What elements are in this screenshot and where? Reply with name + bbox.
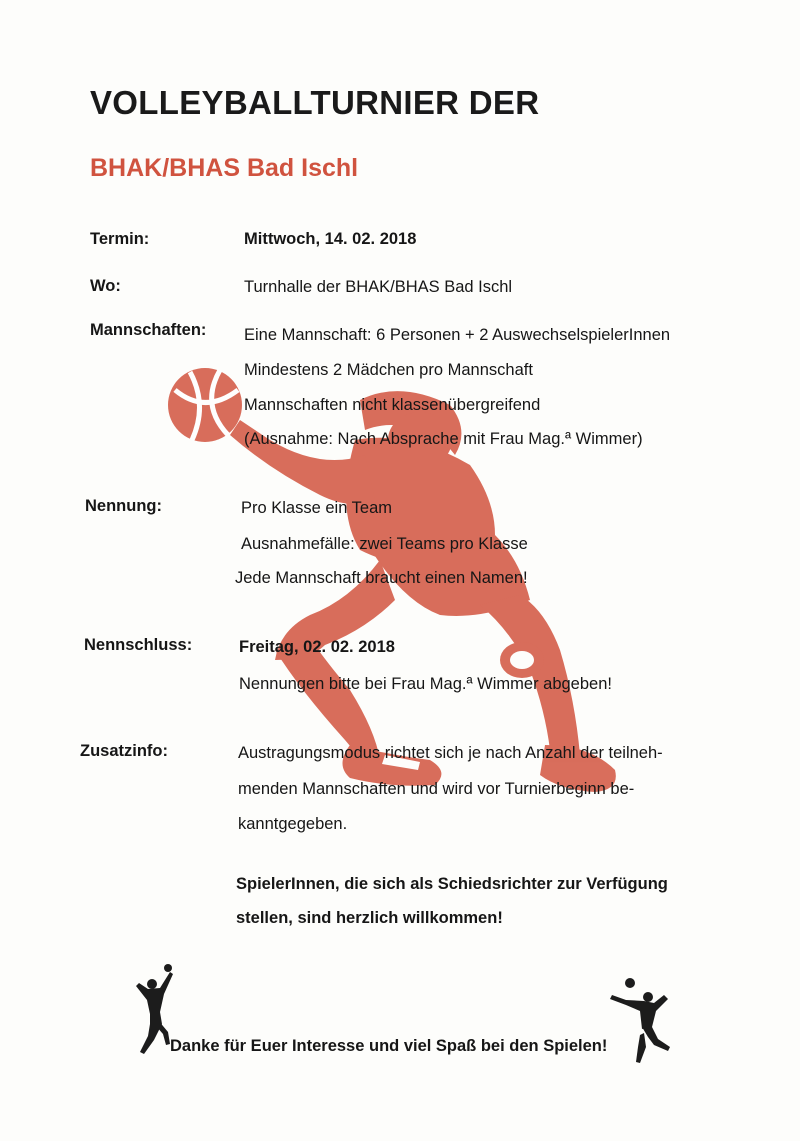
footer-thanks: Danke für Euer Interesse und viel Spaß bei den Spielen!: [170, 1037, 608, 1055]
zusatzinfo-line-1: Austragungsmodus richtet sich je nach Anzahl der teilneh-: [238, 744, 663, 762]
volleyball-spiker-silhouette-icon: [608, 975, 678, 1070]
wo-value: Turnhalle der BHAK/BHAS Bad Ischl: [244, 278, 513, 296]
zusatzinfo-line-3: kanntgegeben.: [238, 815, 348, 833]
mannschaften-line-4: (Ausnahme: Nach Absprache mit Frau Mag.ª Wimmer): [244, 430, 643, 448]
wo-label: Wo:: [90, 277, 121, 295]
termin-label: Termin:: [90, 230, 150, 248]
page-subtitle: BHAK/BHAS Bad Ischl: [90, 154, 359, 182]
nennschluss-line-2: Nennungen bitte bei Frau Mag.ª Wimmer abgeben!: [239, 675, 612, 693]
mannschaften-label: Mannschaften:: [90, 321, 207, 339]
page-title: VOLLEYBALLTURNIER DER: [90, 84, 540, 121]
termin-value: Mittwoch, 14. 02. 2018: [244, 230, 417, 248]
mannschaften-line-3: Mannschaften nicht klassenübergreifend: [244, 396, 541, 414]
nennung-line-1: Pro Klasse ein Team: [241, 499, 393, 517]
referee-note-line-2: stellen, sind herzlich willkommen!: [236, 909, 503, 927]
nennung-line-2: Ausnahmefälle: zwei Teams pro Klasse: [241, 535, 528, 553]
referee-note-line-1: SpielerInnen, die sich als Schiedsrichter zur Verfügung: [236, 875, 668, 893]
nennschluss-date: Freitag, 02. 02. 2018: [239, 638, 395, 656]
mannschaften-line-1: Eine Mannschaft: 6 Personen + 2 AuswechselspielerInnen: [244, 326, 671, 344]
zusatzinfo-label: Zusatzinfo:: [80, 742, 168, 760]
nennschluss-label: Nennschluss:: [84, 636, 193, 654]
nennung-line-3: Jede Mannschaft braucht einen Namen!: [235, 569, 528, 587]
mannschaften-line-2: Mindestens 2 Mädchen pro Mannschaft: [244, 361, 533, 379]
zusatzinfo-line-2: menden Mannschaften und wird vor Turnierbeginn be-: [238, 780, 635, 798]
nennung-label: Nennung:: [85, 497, 162, 515]
